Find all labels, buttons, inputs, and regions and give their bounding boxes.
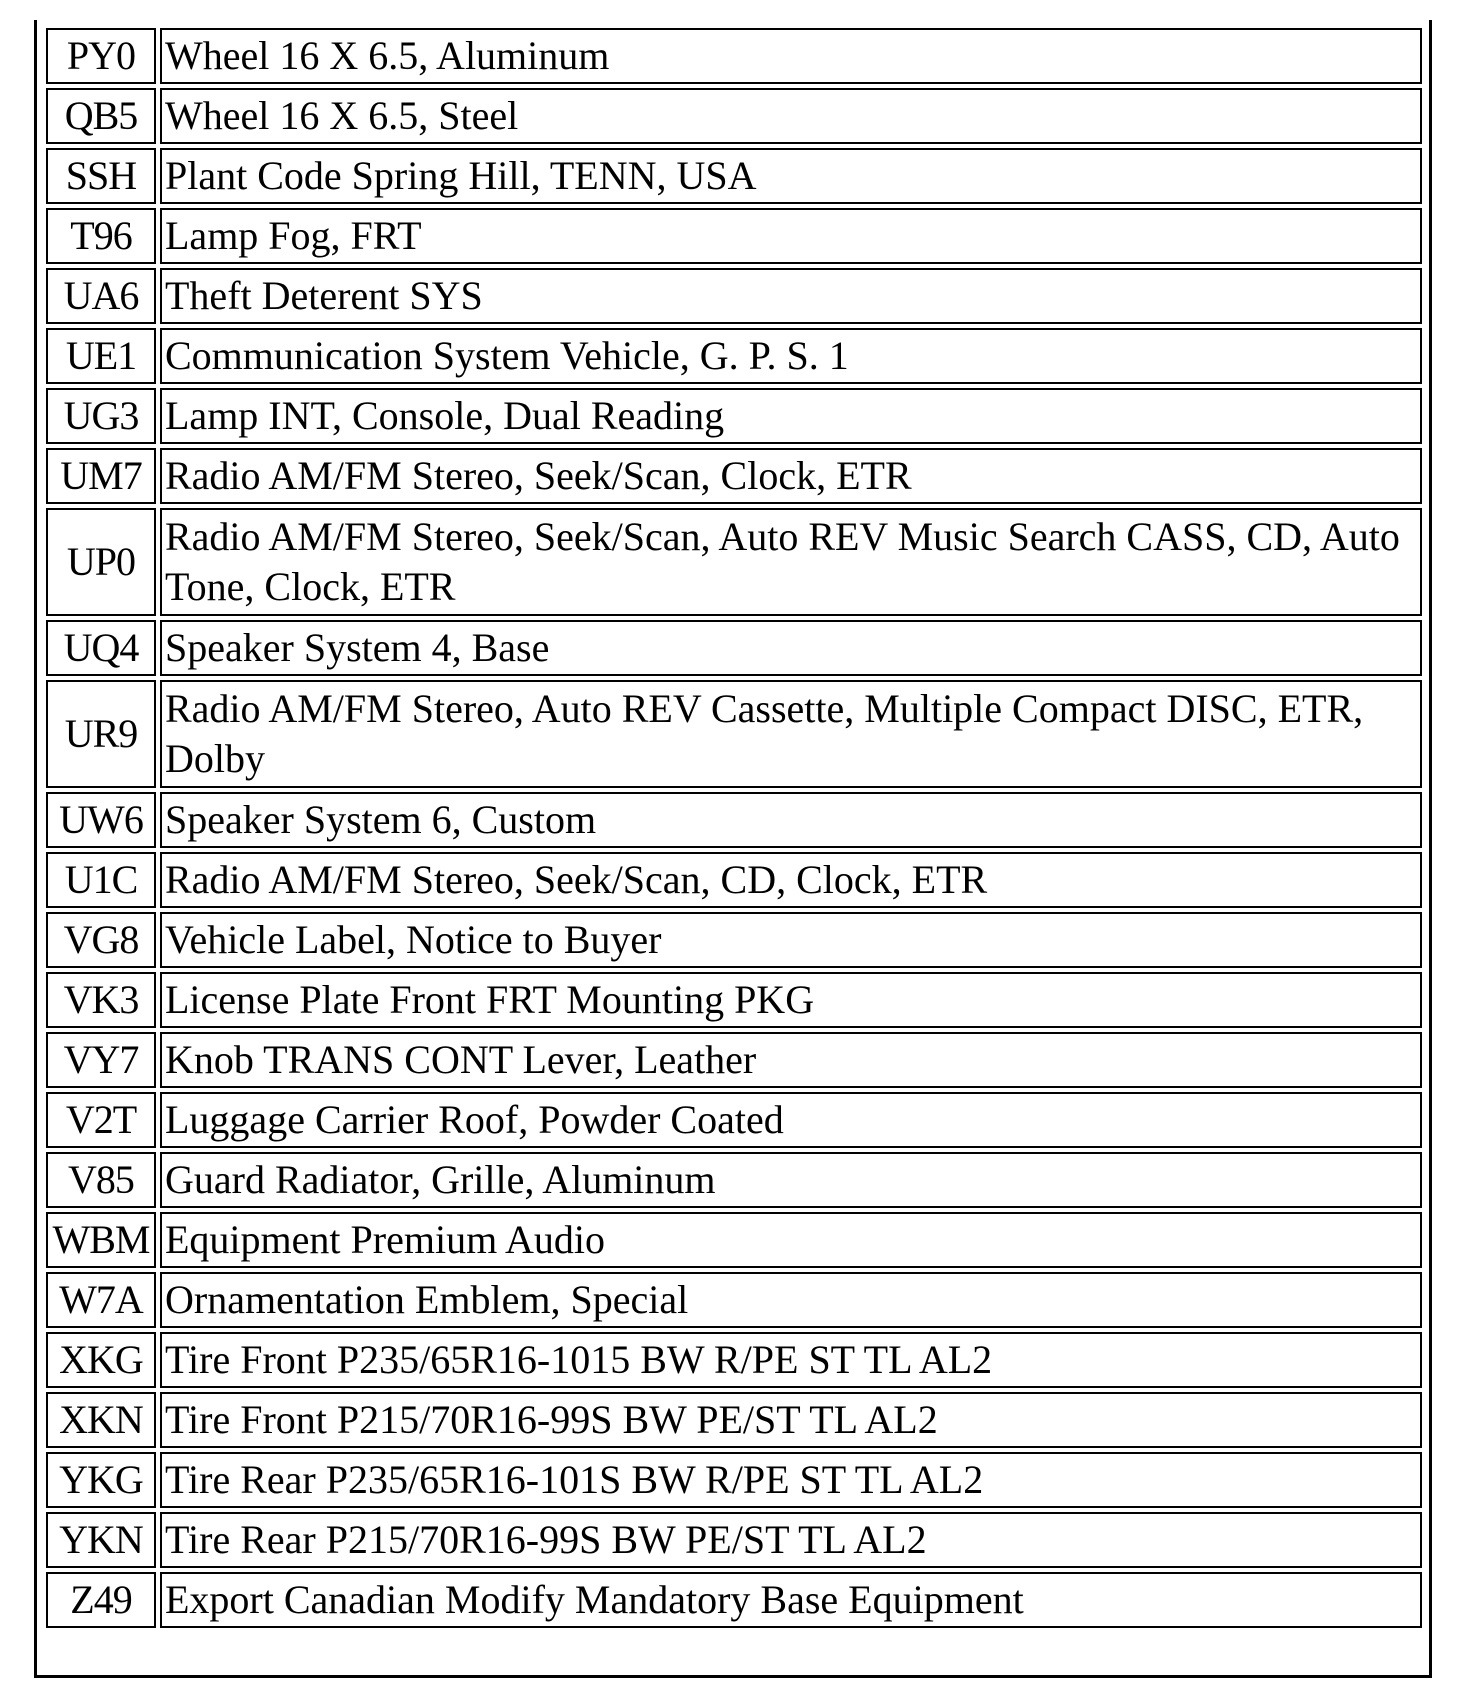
option-code: PY0 [46, 28, 156, 84]
option-code: UE1 [46, 328, 156, 384]
option-code: UQ4 [46, 620, 156, 676]
table-row [46, 1212, 1422, 1268]
option-description: Lamp INT, Console, Dual Reading [160, 388, 1422, 444]
option-description: Radio AM/FM Stereo, Auto REV Cassette, Multiple Compact DISC, ETR, Dolby [160, 680, 1422, 788]
table-row [46, 1572, 1422, 1628]
table-row [46, 792, 1422, 848]
table-row [46, 680, 1422, 788]
option-description: Tire Front P235/65R16-1015 BW R/PE ST TL AL2 [160, 1332, 1422, 1388]
option-description: Speaker System 4, Base [160, 620, 1422, 676]
option-description: Tire Rear P215/70R16-99S BW PE/ST TL AL2 [160, 1512, 1422, 1568]
table-row [46, 620, 1422, 676]
option-description: Communication System Vehicle, G. P. S. 1 [160, 328, 1422, 384]
table-row [46, 1092, 1422, 1148]
option-code: YKN [46, 1512, 156, 1568]
option-description: Wheel 16 X 6.5, Aluminum [160, 28, 1422, 84]
option-code: U1C [46, 852, 156, 908]
option-code: T96 [46, 208, 156, 264]
option-code: UG3 [46, 388, 156, 444]
table-row [46, 1452, 1422, 1508]
option-description: Equipment Premium Audio [160, 1212, 1422, 1268]
option-code: VG8 [46, 912, 156, 968]
table-row [46, 448, 1422, 504]
option-code: UM7 [46, 448, 156, 504]
option-description: Lamp Fog, FRT [160, 208, 1422, 264]
option-code: XKG [46, 1332, 156, 1388]
option-description: Knob TRANS CONT Lever, Leather [160, 1032, 1422, 1088]
option-code: UR9 [46, 680, 156, 788]
table-row [46, 1392, 1422, 1448]
option-code: V2T [46, 1092, 156, 1148]
option-description: Radio AM/FM Stereo, Seek/Scan, Clock, ETR [160, 448, 1422, 504]
table-row [46, 328, 1422, 384]
table-row [46, 148, 1422, 204]
option-description: Tire Front P215/70R16-99S BW PE/ST TL AL2 [160, 1392, 1422, 1448]
option-description: Tire Rear P235/65R16-101S BW R/PE ST TL AL2 [160, 1452, 1422, 1508]
option-code: VY7 [46, 1032, 156, 1088]
option-code: QB5 [46, 88, 156, 144]
option-code: W7A [46, 1272, 156, 1328]
table-row [46, 1332, 1422, 1388]
option-code: V85 [46, 1152, 156, 1208]
table-row [46, 852, 1422, 908]
table-row [46, 1032, 1422, 1088]
table-row [46, 268, 1422, 324]
option-description: Wheel 16 X 6.5, Steel [160, 88, 1422, 144]
option-code: VK3 [46, 972, 156, 1028]
option-code: UA6 [46, 268, 156, 324]
option-description: Export Canadian Modify Mandatory Base Equipment [160, 1572, 1422, 1628]
table-row [46, 388, 1422, 444]
option-description: Theft Deterent SYS [160, 268, 1422, 324]
option-code: UW6 [46, 792, 156, 848]
option-description: Speaker System 6, Custom [160, 792, 1422, 848]
option-code: YKG [46, 1452, 156, 1508]
table-row [46, 972, 1422, 1028]
option-description: Ornamentation Emblem, Special [160, 1272, 1422, 1328]
table-row [46, 508, 1422, 616]
option-code: WBM [46, 1212, 156, 1268]
option-code: SSH [46, 148, 156, 204]
option-description: License Plate Front FRT Mounting PKG [160, 972, 1422, 1028]
table-row [46, 912, 1422, 968]
option-description: Plant Code Spring Hill, TENN, USA [160, 148, 1422, 204]
option-code: Z49 [46, 1572, 156, 1628]
option-description: Radio AM/FM Stereo, Seek/Scan, CD, Clock, ETR [160, 852, 1422, 908]
option-description: Luggage Carrier Roof, Powder Coated [160, 1092, 1422, 1148]
option-description: Vehicle Label, Notice to Buyer [160, 912, 1422, 968]
option-codes-table [42, 24, 1426, 1632]
table-row [46, 1272, 1422, 1328]
table-row [46, 1152, 1422, 1208]
table-row [46, 28, 1422, 84]
table-row [46, 88, 1422, 144]
option-description: Radio AM/FM Stereo, Seek/Scan, Auto REV Music Search CASS, CD, Auto Tone, Clock, ETR [160, 508, 1422, 616]
option-code: XKN [46, 1392, 156, 1448]
option-code: UP0 [46, 508, 156, 616]
option-description: Guard Radiator, Grille, Aluminum [160, 1152, 1422, 1208]
table-row [46, 1512, 1422, 1568]
table-row [46, 208, 1422, 264]
